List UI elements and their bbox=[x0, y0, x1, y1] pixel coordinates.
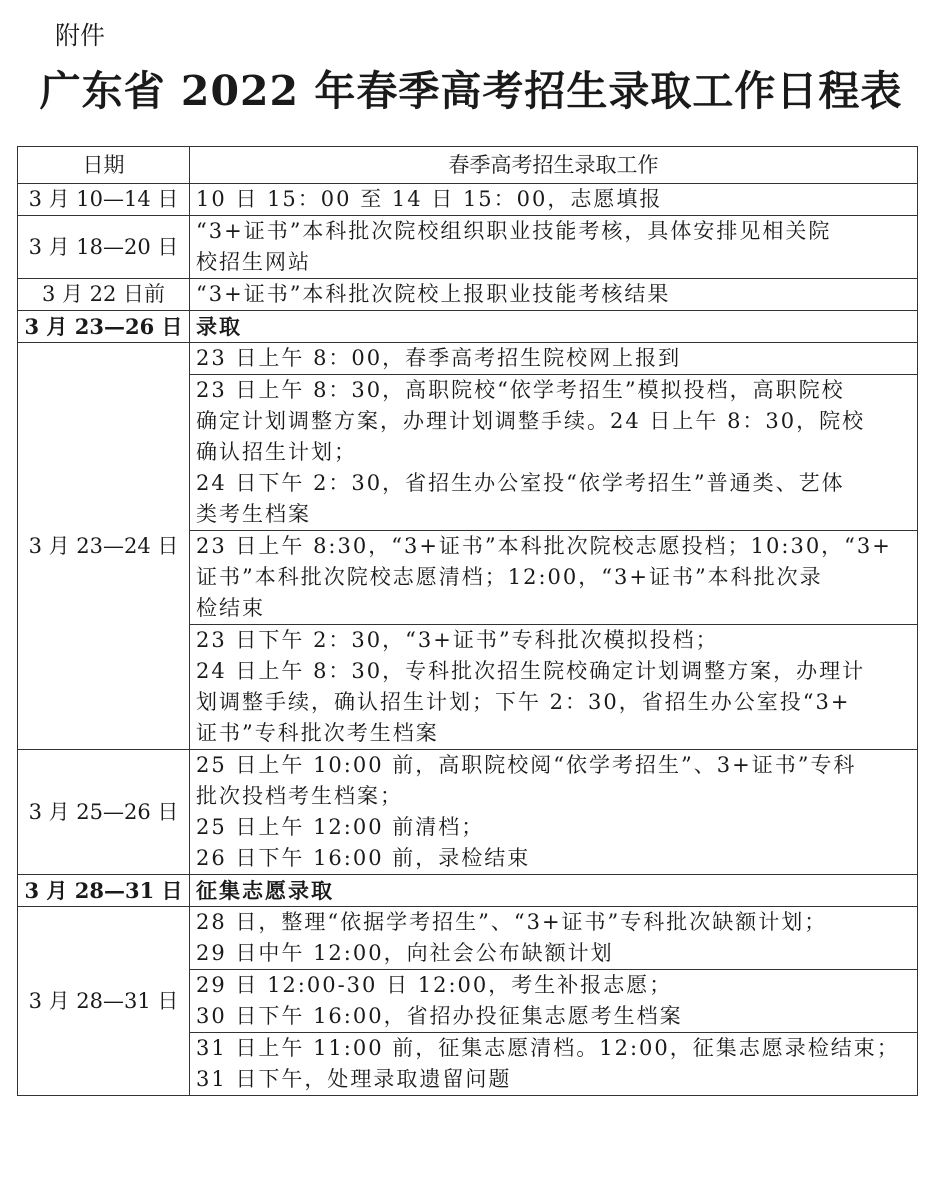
header-work: 春季高考招生录取工作 bbox=[190, 147, 918, 184]
row-date: 3 月 25—26 日 bbox=[18, 750, 190, 875]
row-work bbox=[190, 279, 918, 311]
work-line: 30 日下午 16:00，省招办投征集志愿考生档案 bbox=[196, 1004, 683, 1028]
row-work bbox=[190, 625, 918, 750]
table-header-row bbox=[18, 147, 918, 184]
table-row bbox=[18, 343, 918, 375]
work-line: 确认招生计划； bbox=[196, 440, 357, 464]
work-line: 证书”专科批次考生档案 bbox=[196, 721, 439, 745]
row-work bbox=[190, 216, 918, 279]
row-work bbox=[190, 750, 918, 875]
header-date: 日期 bbox=[18, 147, 190, 184]
work-line: 23 日上午 8:30，“3+证书”本科批次院校志愿投档；10:30，“3+ bbox=[196, 534, 892, 558]
row-date: 3 月 23—24 日 bbox=[18, 343, 190, 750]
table-row bbox=[18, 216, 918, 279]
work-line: “3+证书”本科批次院校组织职业技能考核，具体安排见相关院 bbox=[196, 219, 832, 243]
page-title: 广东省 2022 年春季高考招生录取工作日程表 bbox=[39, 67, 903, 115]
row-work bbox=[190, 531, 918, 625]
work-line: 26 日下午 16:00 前，录检结束 bbox=[196, 846, 531, 870]
work-line: 10 日 15：00 至 14 日 15：00，志愿填报 bbox=[196, 187, 663, 211]
work-line: 征集志愿录取 bbox=[196, 878, 334, 903]
work-line: 录取 bbox=[196, 314, 242, 339]
table-row bbox=[18, 750, 918, 875]
section-row-supplementary bbox=[18, 875, 918, 907]
work-line: 28 日，整理“依据学考招生”、“3+证书”专科批次缺额计划； bbox=[196, 910, 828, 934]
work-line: 23 日上午 8：00，春季高考招生院校网上报到 bbox=[196, 346, 682, 370]
work-line: 23 日下午 2：30，“3+证书”专科批次模拟投档； bbox=[196, 628, 719, 652]
table-row bbox=[18, 184, 918, 216]
table-row bbox=[18, 907, 918, 970]
work-line: 23 日上午 8：30，高职院校“依学考招生”模拟投档，高职院校 bbox=[196, 378, 845, 402]
work-line: “3+证书”本科批次院校上报职业技能考核结果 bbox=[196, 282, 671, 306]
work-line: 29 日中午 12:00，向社会公布缺额计划 bbox=[196, 941, 614, 965]
work-line: 检结束 bbox=[196, 596, 265, 620]
row-date: 3 月 10—14 日 bbox=[18, 184, 190, 216]
work-line: 24 日下午 2：30，省招生办公室投“依学考招生”普通类、艺体 bbox=[196, 471, 845, 495]
row-date: 3 月 23—26 日 bbox=[18, 311, 190, 343]
work-line: 25 日上午 12:00 前清档； bbox=[196, 815, 485, 839]
row-work bbox=[190, 184, 918, 216]
work-line: 类考生档案 bbox=[196, 502, 311, 526]
work-line: 证书”本科批次院校志愿清档；12:00，“3+证书”本科批次录 bbox=[196, 565, 823, 589]
work-line: 批次投档考生档案； bbox=[196, 784, 403, 808]
work-line: 24 日上午 8：30，专科批次招生院校确定计划调整方案，办理计 bbox=[196, 659, 866, 683]
work-line: 校招生网站 bbox=[196, 250, 311, 274]
work-line: 确定计划调整方案，办理计划调整手续。24 日上午 8：30，院校 bbox=[196, 409, 866, 433]
section-heading bbox=[190, 875, 918, 907]
work-line: 31 日上午 11:00 前，征集志愿清档。12:00，征集志愿录检结束； bbox=[196, 1036, 900, 1060]
row-work bbox=[190, 375, 918, 531]
row-date: 3 月 28—31 日 bbox=[18, 875, 190, 907]
work-line: 划调整手续，确认招生计划；下午 2：30，省招生办公室投“3+ bbox=[196, 690, 851, 714]
row-date: 3 月 18—20 日 bbox=[18, 216, 190, 279]
section-row-admission bbox=[18, 311, 918, 343]
section-heading bbox=[190, 311, 918, 343]
row-work bbox=[190, 343, 918, 375]
row-work bbox=[190, 970, 918, 1033]
row-work bbox=[190, 1033, 918, 1096]
work-line: 31 日下午，处理录取遗留问题 bbox=[196, 1067, 512, 1091]
row-date: 3 月 22 日前 bbox=[18, 279, 190, 311]
row-work bbox=[190, 907, 918, 970]
work-line: 25 日上午 10:00 前，高职院校阅“依学考招生”、3+证书”专科 bbox=[196, 753, 857, 777]
table-row bbox=[18, 279, 918, 311]
row-date: 3 月 28—31 日 bbox=[18, 907, 190, 1096]
work-line: 29 日 12:00-30 日 12:00，考生补报志愿； bbox=[196, 973, 673, 997]
attachment-label: 附件 bbox=[55, 21, 106, 50]
schedule-table bbox=[17, 146, 918, 1096]
